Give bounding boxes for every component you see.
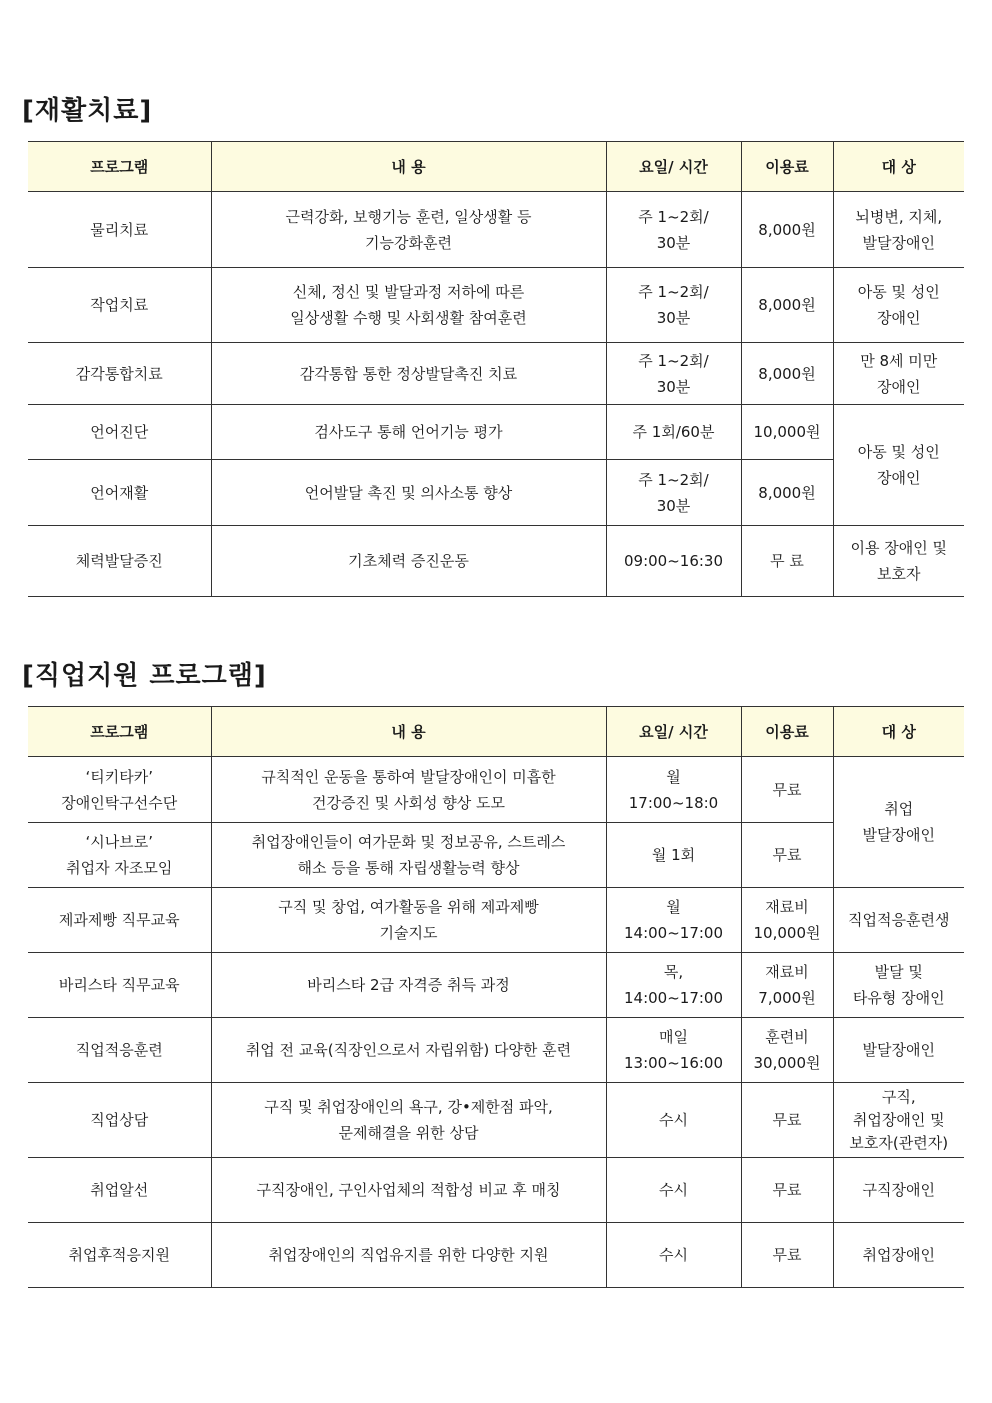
table-row [28,953,964,1018]
fee-cell: 8,000원 [741,343,833,405]
table-row [28,192,964,268]
program-cell: 제과제빵 직무교육 [28,888,211,953]
content-cell: 구직 및 창업, 여가활동을 위해 제과제빵 기술지도 [211,888,606,953]
content-cell: 신체, 정신 및 발달과정 저하에 따른 일상생활 수행 및 사회생활 참여훈련 [211,268,606,343]
fee-cell: 8,000원 [741,460,833,526]
target-cell: 이용 장애인 및 보호자 [833,526,964,597]
program-cell: 체력발달증진 [28,526,211,597]
header-program: 프로그램 [28,142,211,192]
fee-cell: 무료 [741,1158,833,1223]
target-cell: 발달 및 타유형 장애인 [833,953,964,1018]
table-row [28,405,964,460]
program-cell: 취업알선 [28,1158,211,1223]
target-cell: 취업 발달장애인 [833,757,964,888]
time-cell: 매일 13:00~16:00 [606,1018,741,1083]
fee-cell: 무 료 [741,526,833,597]
target-cell: 뇌병변, 지체, 발달장애인 [833,192,964,268]
time-cell: 월 14:00~17:00 [606,888,741,953]
fee-cell: 재료비 10,000원 [741,888,833,953]
job-header-row [28,707,964,757]
content-cell: 취업장애인의 직업유지를 위한 다양한 지원 [211,1223,606,1288]
rehab-header-row [28,142,964,192]
time-cell: 주 1~2회/ 30분 [606,343,741,405]
table-row [28,460,964,526]
job-table [28,706,964,1288]
fee-cell: 무료 [741,823,833,888]
time-cell: 수시 [606,1083,741,1158]
program-cell: 취업후적응지원 [28,1223,211,1288]
fee-cell: 8,000원 [741,192,833,268]
table-row [28,343,964,405]
time-cell: 주 1회/60분 [606,405,741,460]
time-cell: 주 1~2회/ 30분 [606,192,741,268]
program-cell: 직업적응훈련 [28,1018,211,1083]
header-target: 대 상 [833,707,964,757]
content-cell: 근력강화, 보행기능 훈련, 일상생활 등 기능강화훈련 [211,192,606,268]
rehab-section-title: [재활치료] [22,96,153,126]
content-cell: 기초체력 증진운동 [211,526,606,597]
target-cell: 만 8세 미만 장애인 [833,343,964,405]
header-fee: 이용료 [741,142,833,192]
header-fee: 이용료 [741,707,833,757]
time-cell: 주 1~2회/ 30분 [606,268,741,343]
table-row [28,1223,964,1288]
fee-cell: 재료비 7,000원 [741,953,833,1018]
fee-cell: 10,000원 [741,405,833,460]
fee-cell: 훈련비 30,000원 [741,1018,833,1083]
content-cell: 바리스타 2급 자격증 취득 과정 [211,953,606,1018]
table-row [28,823,964,888]
program-cell: 언어재활 [28,460,211,526]
content-cell: 검사도구 통해 언어기능 평가 [211,405,606,460]
program-cell: 직업상담 [28,1083,211,1158]
target-cell: 구직, 취업장애인 및 보호자(관련자) [833,1083,964,1158]
table-row [28,1018,964,1083]
content-cell: 취업장애인들이 여가문화 및 정보공유, 스트레스 해소 등을 통해 자립생활능력 향상 [211,823,606,888]
time-cell: 수시 [606,1158,741,1223]
fee-cell: 무료 [741,757,833,823]
table-row [28,268,964,343]
fee-cell: 무료 [741,1223,833,1288]
target-cell: 취업장애인 [833,1223,964,1288]
content-cell: 취업 전 교육(직장인으로서 자립위함) 다양한 훈련 [211,1018,606,1083]
table-row [28,888,964,953]
content-cell: 언어발달 촉진 및 의사소통 향상 [211,460,606,526]
program-cell: ‘시나브로’ 취업자 자조모임 [28,823,211,888]
table-row [28,1083,964,1158]
program-cell: 물리치료 [28,192,211,268]
fee-cell: 무료 [741,1083,833,1158]
program-cell: 작업치료 [28,268,211,343]
program-cell: ‘티키타카’ 장애인탁구선수단 [28,757,211,823]
target-cell: 발달장애인 [833,1018,964,1083]
target-cell: 직업적응훈련생 [833,888,964,953]
header-time: 요일/ 시간 [606,142,741,192]
program-cell: 감각통합치료 [28,343,211,405]
time-cell: 월 1회 [606,823,741,888]
time-cell: 월 17:00~18:0 [606,757,741,823]
table-row [28,1158,964,1223]
time-cell: 09:00~16:30 [606,526,741,597]
program-cell: 언어진단 [28,405,211,460]
header-program: 프로그램 [28,707,211,757]
program-cell: 바리스타 직무교육 [28,953,211,1018]
target-cell: 아동 및 성인 장애인 [833,405,964,526]
time-cell: 주 1~2회/ 30분 [606,460,741,526]
time-cell: 수시 [606,1223,741,1288]
header-time: 요일/ 시간 [606,707,741,757]
header-content: 내 용 [211,707,606,757]
table-row [28,526,964,597]
rehab-table [28,141,964,597]
table-row [28,757,964,823]
header-target: 대 상 [833,142,964,192]
fee-cell: 8,000원 [741,268,833,343]
content-cell: 구직장애인, 구인사업체의 적합성 비교 후 매칭 [211,1158,606,1223]
header-content: 내 용 [211,142,606,192]
job-section-title: [직업지원 프로그램] [22,661,267,691]
target-cell: 구직장애인 [833,1158,964,1223]
target-cell: 아동 및 성인 장애인 [833,268,964,343]
content-cell: 구직 및 취업장애인의 욕구, 강•제한점 파악, 문제해결을 위한 상담 [211,1083,606,1158]
content-cell: 감각통합 통한 정상발달촉진 치료 [211,343,606,405]
content-cell: 규칙적인 운동을 통하여 발달장애인이 미흡한 건강증진 및 사회성 향상 도모 [211,757,606,823]
time-cell: 목, 14:00~17:00 [606,953,741,1018]
